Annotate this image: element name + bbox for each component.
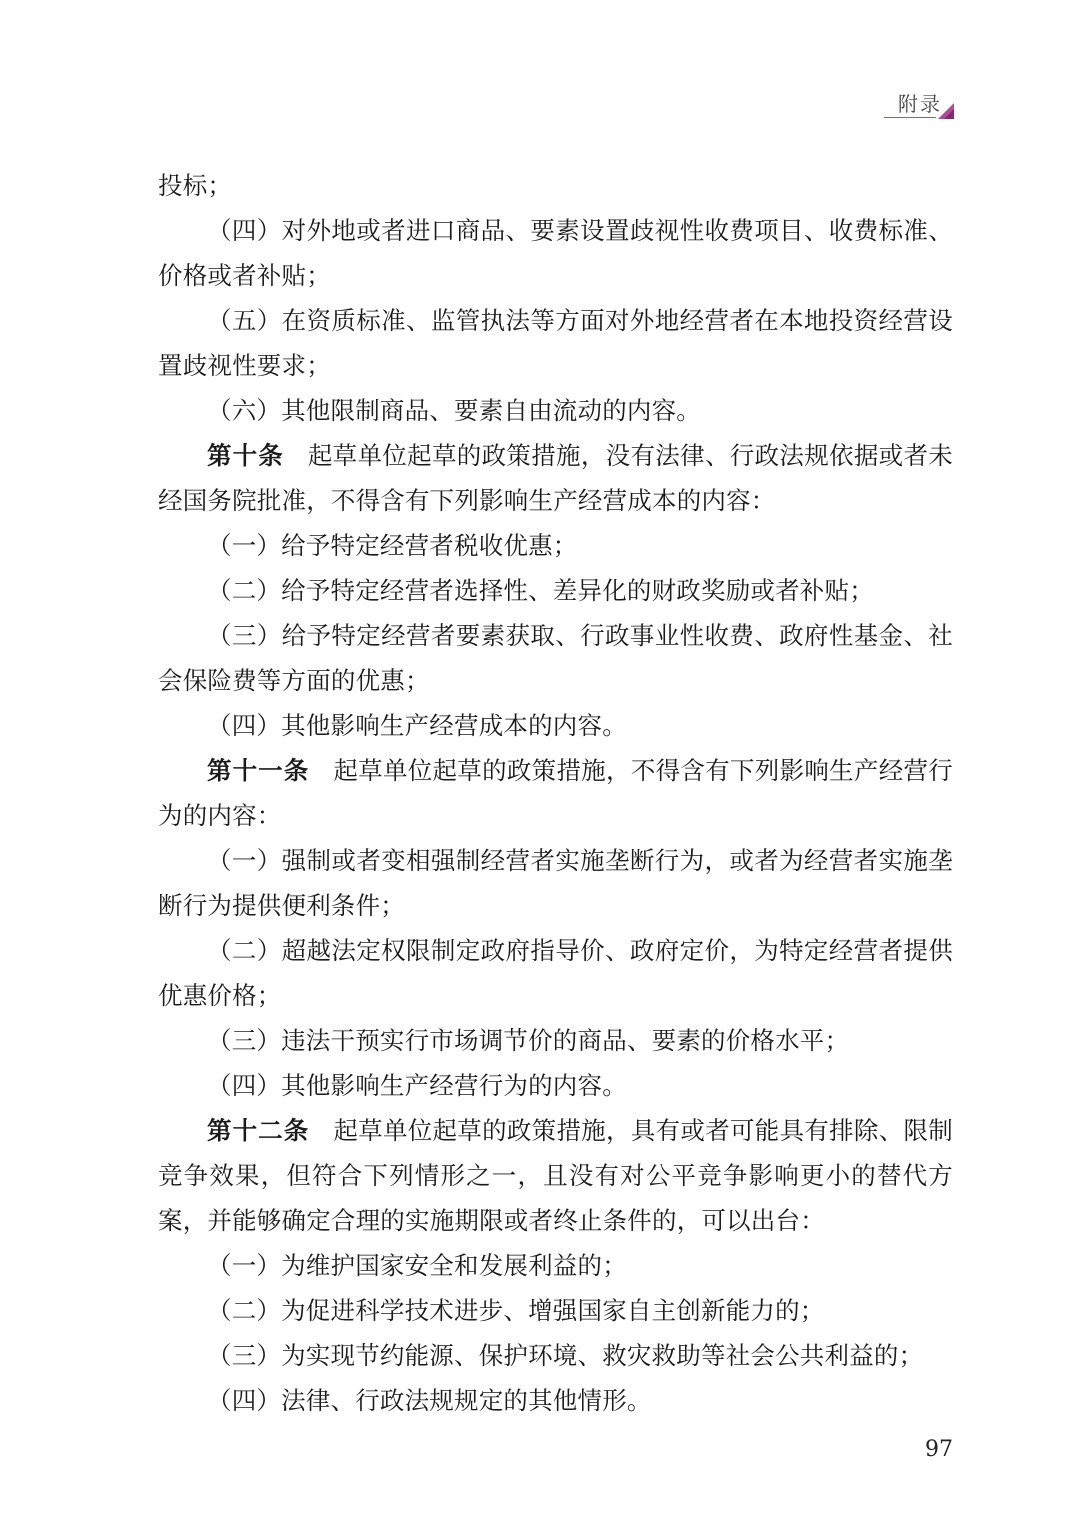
paragraph-text: （四）对外地或者进口商品、要素设置歧视性收费项目、收费标准、价格或者补贴； [158,216,953,290]
paragraph-text: （二）给予特定经营者选择性、差异化的财政奖励或者补贴； [207,576,874,605]
page-number: 97 [925,1437,953,1462]
paragraph [158,388,953,433]
article-number: 第十一条 [207,756,310,785]
paragraph [158,568,953,613]
running-header [880,88,960,128]
paragraph [158,703,953,748]
paragraph [158,1333,953,1378]
header-rule [884,117,936,118]
paragraph-text: （三）违法干预实行市场调节价的商品、要素的价格水平； [207,1026,850,1055]
paragraph-text: （一）为维护国家安全和发展利益的； [207,1251,627,1280]
paragraph-text: （二）超越法定权限制定政府指导价、政府定价，为特定经营者提供优惠价格； [158,936,953,1010]
header-title: 附录 [898,92,942,116]
paragraph [158,1288,953,1333]
paragraph-text: （二）为促进科学技术进步、增强国家自主创新能力的； [207,1296,825,1325]
paragraph [158,1063,953,1108]
paragraph [158,1243,953,1288]
corner-triangle-icon [938,103,954,119]
paragraph-text: 起草单位起草的政策措施，不得含有下列影响生产经营行为的内容： [158,756,953,830]
article-paragraph [158,433,953,523]
paragraph-text: （六）其他限制商品、要素自由流动的内容。 [207,396,701,425]
paragraph [158,163,953,208]
paragraph-text: （四）法律、行政法规规定的其他情形。 [207,1386,652,1415]
paragraph-text: （一）给予特定经营者税收优惠； [207,531,578,560]
paragraph-text: （三）给予特定经营者要素获取、行政事业性收费、政府性基金、社会保险费等方面的优惠； [158,621,953,695]
paragraph [158,928,953,1018]
article-number: 第十二条 [207,1116,310,1145]
paragraph-text: 起草单位起草的政策措施，具有或者可能具有排除、限制竞争效果，但符合下列情形之一，且没有对公平竞争影响更小的替代方案，并能够确定合理的实施期限或者终止条件的，可以出台： [158,1116,953,1235]
article-paragraph [158,748,953,838]
paragraph-text: （四）其他影响生产经营行为的内容。 [207,1071,627,1100]
paragraph-text: （四）其他影响生产经营成本的内容。 [207,711,627,740]
paragraph [158,613,953,703]
body-text [158,163,953,1423]
paragraph [158,298,953,388]
paragraph-text: （三）为实现节约能源、保护环境、救灾救助等社会公共利益的； [207,1341,924,1370]
paragraph [158,1018,953,1063]
article-paragraph [158,1108,953,1243]
paragraph [158,838,953,928]
paragraph-text: 起草单位起草的政策措施，没有法律、行政法规依据或者未经国务院批准，不得含有下列影响生产经营成本的内容： [158,441,954,515]
article-number: 第十条 [207,441,284,470]
paragraph [158,1378,953,1423]
paragraph-text: （一）强制或者变相强制经营者实施垄断行为，或者为经营者实施垄断行为提供便利条件； [158,846,953,920]
paragraph [158,523,953,568]
paragraph [158,208,953,298]
paragraph-text: （五）在资质标准、监管执法等方面对外地经营者在本地投资经营设置歧视性要求； [158,306,953,380]
paragraph-text: 投标； [158,171,233,200]
